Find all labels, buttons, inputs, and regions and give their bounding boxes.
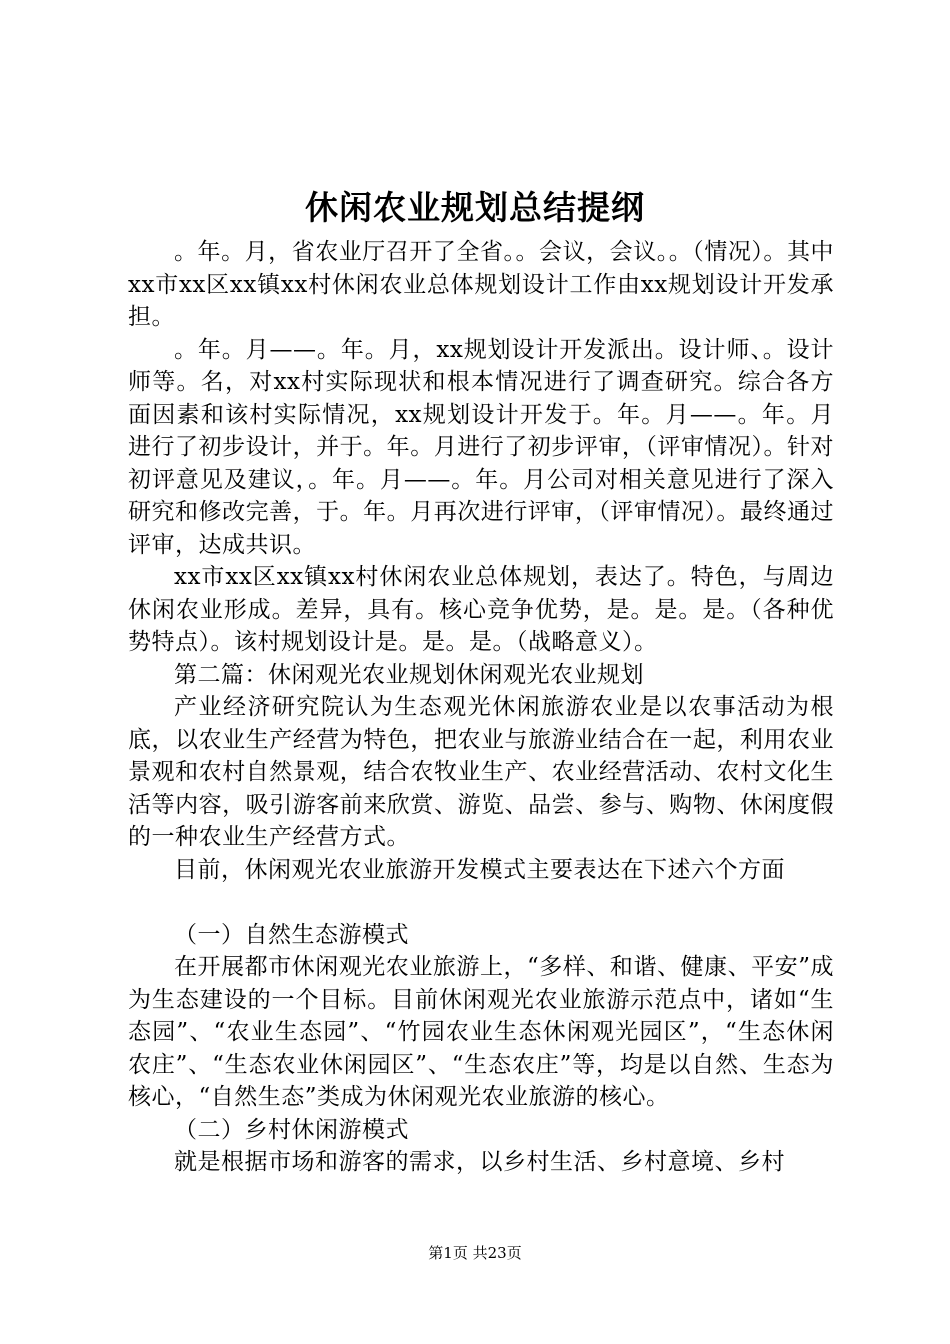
paragraph-gap [128,886,834,919]
paragraph-six-modes: 目前，休闲观光农业旅游开发模式主要表达在下述六个方面 [174,856,785,883]
paragraph-rural-leisure: 就是根据市场和游客的需求，以乡村生活、乡村意境、乡村 [174,1149,785,1175]
subheading-rural-leisure: （二）乡村休闲游模式 [174,1116,409,1143]
paragraph-meeting: 。年。月，省农业厅召开了全省。。会议，会议。。（情况）。其中xx市xx区xx镇xx村休闲农业总体规划设计工作由xx规划设计开发承担。 [128,239,834,330]
page-number-footer: 第1页 共23页 [428,1244,522,1262]
document-title: 休闲农业规划总结提纲 [305,188,645,227]
section-heading-part-two: 第二篇：休闲观光农业规划休闲观光农业规划 [174,661,644,688]
subheading-natural-eco: （一）自然生态游模式 [174,921,409,948]
paragraph-plan-features: xx市xx区xx镇xx村休闲农业总体规划，表达了。特色，与周边休闲农业形成。差异，具有。核心竞争优势，是。是。是。（各种优势特点）。该村规划设计是。是。是。（战略意义）。 [128,564,834,655]
paragraph-definition: 产业经济研究院认为生态观光休闲旅游农业是以农事活动为根底，以农业生产经营为特色，把农业与旅游业结合在一起，利用农业景观和农村自然景观，结合农牧业生产、农业经营活动、农村文化生活等内容，吸引游客前来欣赏、游览、品尝、参与、购物、休闲度假的一种农业生产经营方式。 [128,694,834,850]
paragraph-design-process: 。年。月——。年。月，xx规划设计开发派出。设计师、。设计师等。名，对xx村实际现状和根本情况进行了调查研究。综合各方面因素和该村实际情况，xx规划设计开发于。年。月——。年。月进行了初步设计，并于。年。月进行了初步评审，（评审情况）。针对初评意见及建议，。年。月——。年。月公司对相关意见进行了深入研究和修改完善，于。年。月再次进行评审，（评审情况）。最终通过评审，达成共识。 [128,336,834,558]
paragraph-natural-eco: 在开展都市休闲观光农业旅游上，“多样、和谐、健康、平安”成为生态建设的一个目标。目前休闲观光农业旅游示范点中，诸如“生态园”、“农业生态园”、“竹园农业生态休闲观光园区”，“生态休闲农庄”、“生态农业休闲园区”、“生态农庄”等，均是以自然、生态为核心，“自然生态”类成为休闲观光农业旅游的核心。 [128,954,834,1110]
document-body [128,236,834,1179]
